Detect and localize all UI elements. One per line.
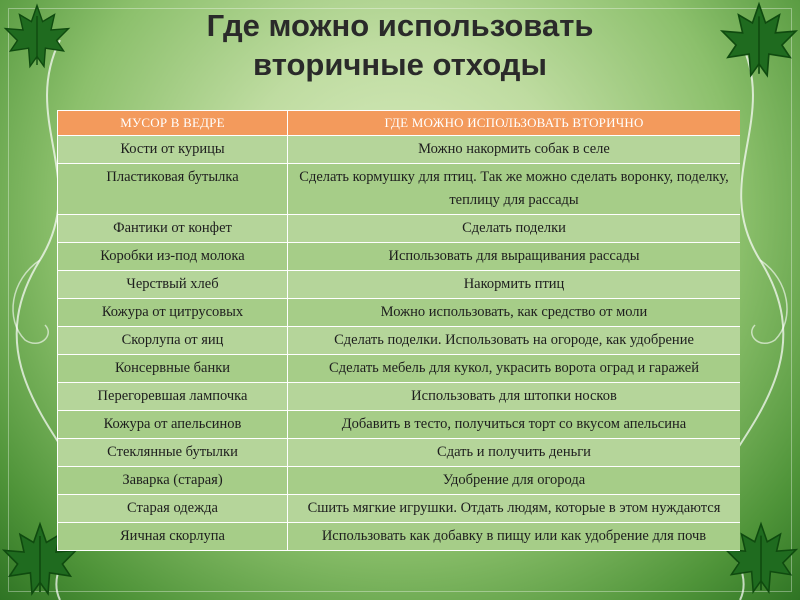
column-header-trash: МУСОР В ВЕДРЕ bbox=[58, 111, 288, 136]
recycling-table bbox=[57, 110, 740, 551]
cell-use: Сшить мягкие игрушки. Отдать людям, которые в этом нуждаются bbox=[288, 495, 741, 523]
table-row bbox=[58, 355, 741, 383]
cell-use: Можно накормить собак в селе bbox=[288, 136, 741, 164]
table-row bbox=[58, 299, 741, 327]
table-row bbox=[58, 495, 741, 523]
slide-title bbox=[0, 6, 800, 84]
cell-item: Перегоревшая лампочка bbox=[58, 383, 288, 411]
table-row bbox=[58, 271, 741, 299]
cell-item: Старая одежда bbox=[58, 495, 288, 523]
table-row bbox=[58, 243, 741, 271]
cell-item: Стеклянные бутылки bbox=[58, 439, 288, 467]
cell-use: Сделать кормушку для птиц. Так же можно сделать воронку, поделку, теплицу для рассады bbox=[288, 164, 741, 215]
cell-use: Использовать как добавку в пищу или как удобрение для почв bbox=[288, 523, 741, 551]
recycling-table-container bbox=[57, 110, 740, 600]
cell-item: Консервные банки bbox=[58, 355, 288, 383]
table-row bbox=[58, 411, 741, 439]
table-row bbox=[58, 327, 741, 355]
table-row bbox=[58, 164, 741, 215]
cell-item: Коробки из-под молока bbox=[58, 243, 288, 271]
cell-item: Скорлупа от яиц bbox=[58, 327, 288, 355]
cell-use: Сдать и получить деньги bbox=[288, 439, 741, 467]
cell-use: Можно использовать, как средство от моли bbox=[288, 299, 741, 327]
table-header-row bbox=[58, 111, 741, 136]
table-row bbox=[58, 136, 741, 164]
cell-use: Использовать для штопки носков bbox=[288, 383, 741, 411]
cell-item: Пластиковая бутылка bbox=[58, 164, 288, 215]
cell-item: Кожура от цитрусовых bbox=[58, 299, 288, 327]
cell-item: Кожура от апельсинов bbox=[58, 411, 288, 439]
cell-use: Удобрение для огорода bbox=[288, 467, 741, 495]
cell-use: Сделать мебель для кукол, украсить ворота оград и гаражей bbox=[288, 355, 741, 383]
cell-item: Фантики от конфет bbox=[58, 215, 288, 243]
cell-item: Яичная скорлупа bbox=[58, 523, 288, 551]
cell-use: Накормить птиц bbox=[288, 271, 741, 299]
cell-use: Сделать поделки. Использовать на огороде, как удобрение bbox=[288, 327, 741, 355]
cell-use: Добавить в тесто, получиться торт со вкусом апельсина bbox=[288, 411, 741, 439]
table-row bbox=[58, 439, 741, 467]
cell-item: Черствый хлеб bbox=[58, 271, 288, 299]
cell-item: Кости от курицы bbox=[58, 136, 288, 164]
cell-use: Использовать для выращивания рассады bbox=[288, 243, 741, 271]
table-row bbox=[58, 523, 741, 551]
cell-item: Заварка (старая) bbox=[58, 467, 288, 495]
table-row bbox=[58, 215, 741, 243]
slide-title-line1: Где можно использовать bbox=[206, 8, 594, 43]
cell-use: Сделать поделки bbox=[288, 215, 741, 243]
table-row bbox=[58, 467, 741, 495]
slide-title-line2: вторичные отходы bbox=[253, 47, 547, 82]
table-row bbox=[58, 383, 741, 411]
column-header-reuse: ГДЕ МОЖНО ИСПОЛЬЗОВАТЬ ВТОРИЧНО bbox=[288, 111, 741, 136]
